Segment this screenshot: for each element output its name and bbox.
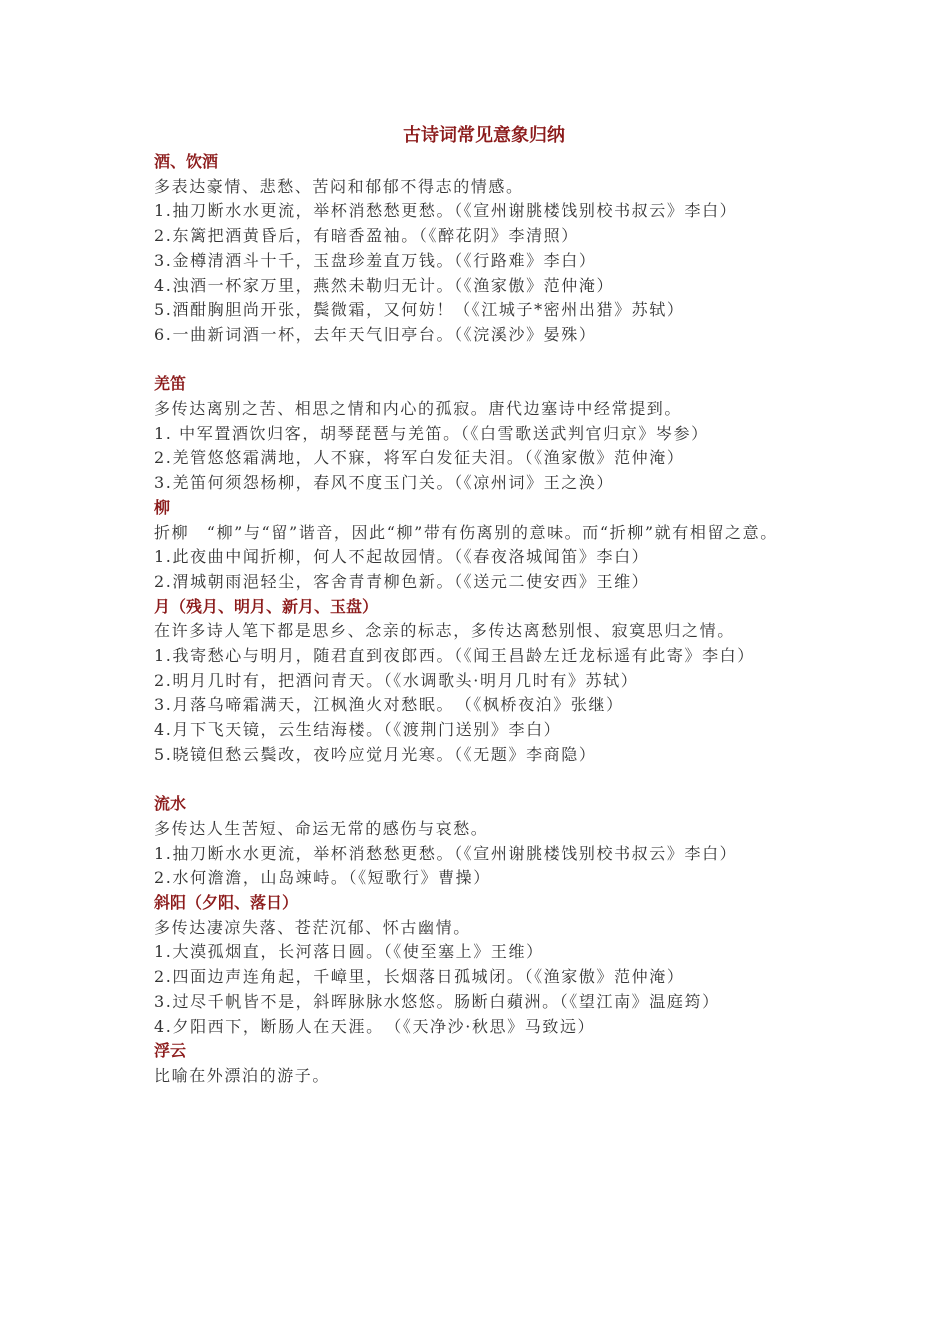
section-description: 多表达豪情、悲愁、苦闷和郁郁不得志的情感。 [154,176,524,196]
poem-example: 5.晓镜但愁云鬓改，夜吟应觉月光寒。（《无题》李商隐） [154,744,597,764]
poem-example: 1.抽刀断水水更流，举杯消愁愁更愁。（《宣州谢朓楼饯别校书叔云》李白） [154,843,738,863]
section-heading: 流水 [154,794,187,814]
poem-example: 2.羌管悠悠霜满地，人不寐，将军白发征夫泪。（《渔家傲》范仲淹） [154,448,685,468]
poem-example: 2.明月几时有，把酒问青天。（《水调歌头·明月几时有》苏轼） [154,670,639,690]
poem-example: 2.渭城朝雨浥轻尘，客舍青青柳色新。（《送元二使安西》王维） [154,571,650,591]
section-setting-sun [154,891,804,1039]
section-heading: 斜阳（夕阳、落日） [154,893,299,913]
section-description: 比喻在外漂泊的游子。 [154,1065,331,1085]
poem-example: 5.酒酣胸胆尚开张，鬓微霜，又何妨！（《江城子*密州出猎》苏轼） [154,300,685,320]
section-heading: 浮云 [154,1041,187,1061]
poem-example: 2.东篱把酒黄昏后，有暗香盈袖。（《醉花阴》李清照） [154,226,579,246]
poem-example: 6.一曲新词酒一杯，去年天气旧亭台。（《浣溪沙》晏殊） [154,324,597,344]
poem-example: 3.月落乌啼霜满天，江枫渔火对愁眠。 （《枫桥夜泊》张继） [154,695,624,715]
section-moon [154,595,804,768]
section-description: 多传达凄凉失落、苍茫沉郁、怀古幽情。 [154,917,471,937]
section-floating-clouds [154,1039,804,1088]
poem-example: 2.水何澹澹，山岛竦峙。（《短歌行》曹操） [154,868,491,888]
section-flowing-water [154,792,804,891]
section-description: 折柳 “柳”与“留”谐音，因此“柳”带有伤离别的意味。而“折柳”就有相留之意。 [154,522,778,542]
poem-example: 4.夕阳西下，断肠人在天涯。 （《天净沙·秋思》马致远） [154,1016,596,1036]
section-heading: 柳 [154,497,171,517]
poem-example: 2.四面边声连角起，千嶂里，长烟落日孤城闭。（《渔家傲》范仲淹） [154,967,685,987]
section-heading: 酒、饮酒 [154,152,219,171]
poem-example: 1.我寄愁心与明月，随君直到夜郎西。（《闻王昌龄左迁龙标遥有此寄》李白） [154,646,755,666]
poem-example: 1.此夜曲中闻折柳，何人不起故园情。（《春夜洛城闻笛》李白） [154,547,650,567]
section-willow [154,496,804,595]
document-title: 古诗词常见意象归纳 [403,125,565,146]
poem-example: 4.月下飞天镜，云生结海楼。（《渡荆门送别》李白） [154,720,562,740]
section-description: 在许多诗人笔下都是思乡、念亲的标志，多传达离愁别恨、寂寞思归之情。 [154,621,735,641]
section-description: 多传达离别之苦、相思之情和内心的孤寂。唐代边塞诗中经常提到。 [154,399,683,419]
poem-example: 1.大漠孤烟直，长河落日圆。（《使至塞上》王维） [154,942,544,962]
section-heading: 月（残月、明月、新月、玉盘） [154,596,379,616]
document-page [154,122,804,1089]
section-heading: 羌笛 [154,374,187,394]
poem-example: 1. 中军置酒饮归客，胡琴琵琶与羌笛。（《白雪歌送武判官归京》岑参） [154,423,709,443]
blank-line [154,768,804,793]
section-qiangdi [154,372,804,496]
blank-line [154,348,804,373]
poem-example: 3.过尽千帆皆不是，斜晖脉脉水悠悠。肠断白蘋洲。（《望江南》温庭筠） [154,991,720,1011]
poem-example: 4.浊酒一杯家万里，燕然未勒归无计。（《渔家傲》范仲淹） [154,275,615,295]
section-wine [154,150,804,348]
poem-example: 3.金樽清酒斗十千，玉盘珍羞直万钱。（《行路难》李白） [154,250,597,270]
section-description: 多传达人生苦短、命运无常的感伤与哀愁。 [154,818,489,838]
poem-example: 3.羌笛何须怨杨柳，春风不度玉门关。（《凉州词》王之涣） [154,473,615,493]
poem-example: 1.抽刀断水水更流，举杯消愁愁更愁。（《宣州谢朓楼饯别校书叔云》李白） [154,201,738,221]
